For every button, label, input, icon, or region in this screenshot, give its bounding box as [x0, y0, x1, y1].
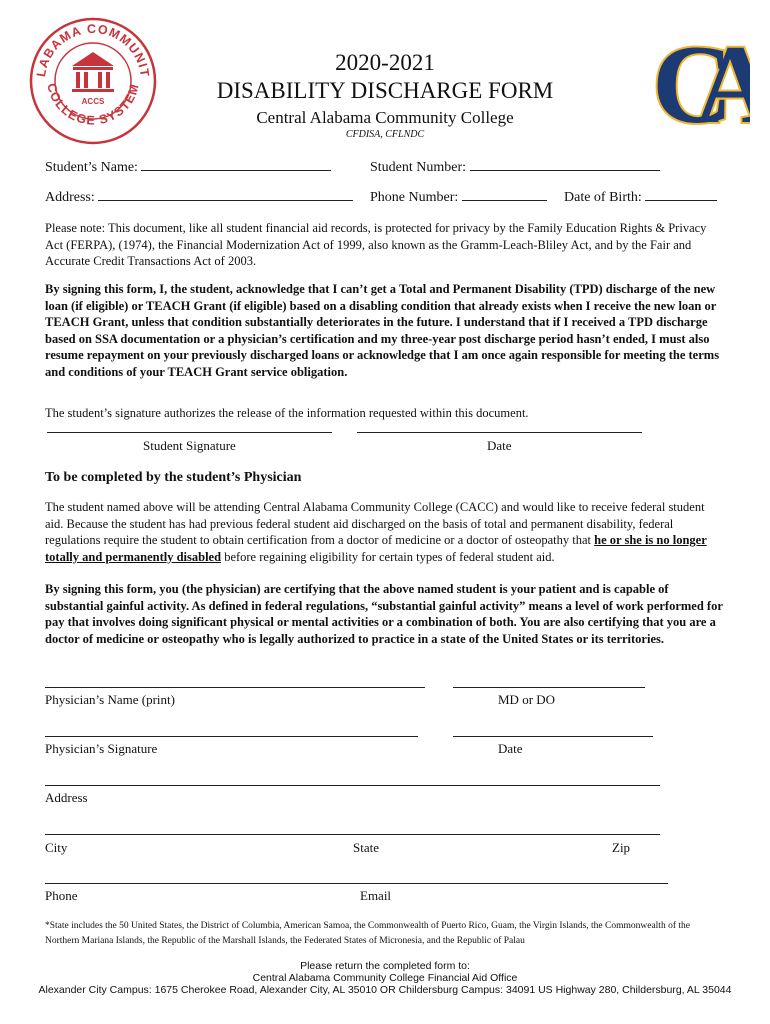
physician-name-label: Physician’s Name (print) [45, 692, 175, 707]
md-do-label: MD or DO [498, 692, 556, 707]
form-codes: CFDISA, CFLNDC [345, 129, 425, 140]
student-name-field[interactable] [45, 157, 331, 176]
student-date-line[interactable] [357, 432, 642, 433]
state-footnote: *State includes the 50 United States, the District of Columbia, American Samoa, the Commonwealth of Puerto Rico, Guam, the Virgin Islands, the Commonwealth of the Northern Mariana Islands, the Republic of the Marshall Islands, the Federated States of Micronesia, and the Republic of Palau [45, 921, 690, 946]
dob-label: Date of Birth: [564, 190, 642, 205]
physician-paragraph-part2: before regaining eligibility for certain types of federal student aid. [221, 549, 555, 564]
footer-office-line: Central Alabama Community College Financial Aid Office [252, 972, 518, 984]
physician-paragraph-part1: The student named above will be attending Central Alabama Community College (CACC) and would like to receive federal student aid. Because the student has had previous federal student aid discharged on the basis of total and permanent disability, federal regulations require the student to obtain certification from a doctor of medicine or a doctor of osteopathy that [45, 500, 705, 548]
zip-label: Zip [612, 840, 631, 855]
physician-heading: To be completed by the student’s Physician [45, 470, 302, 485]
physician-signature-label: Physician’s Signature [45, 741, 158, 756]
physician-address-label: Address [45, 790, 88, 805]
privacy-note: Please note: This document, like all student financial aid records, is protected for privacy by the Family Education Rights & Privacy Act (FERPA), (1974), the Financial Modernization Act of 1999, also known as the Gramm-Leach-Bliley Act, and by the Fair and Accurate Credit Transactions Act of 2003. [45, 221, 707, 269]
form-title: DISABILITY DISCHARGE FORM [216, 78, 554, 103]
phone-number-blank[interactable] [462, 187, 547, 201]
physician-certification: By signing this form, you (the physician) are certifying that the above named student is your patient and is capable of substantial gainful activity. As defined in federal regulations, “substantial gainful activity” means a level of work performed for pay that involves doing significant physical or mental activities or a combination of both. You are also certifying that you are a doctor of medicine or osteopathy who is legally authorized to practice in a state of the United States or its territories. [45, 582, 723, 646]
dob-field[interactable] [564, 187, 717, 206]
physician-paragraph-emphasis: he or she is no longer totally and permanently disabled [45, 533, 707, 564]
phone-email-line[interactable] [45, 883, 668, 884]
release-text: The student’s signature authorizes the release of the information requested within this document. [45, 406, 529, 420]
student-signature-label: Student Signature [143, 438, 236, 453]
college-name: Central Alabama Community College [256, 108, 514, 127]
physician-date-label: Date [498, 741, 523, 756]
physician-email-label: Email [360, 888, 392, 903]
physician-paragraph [45, 499, 725, 565]
physician-signature-line[interactable] [45, 736, 418, 737]
md-do-line[interactable] [453, 687, 645, 688]
phone-number-label: Phone Number: [370, 190, 459, 205]
student-name-label: Student’s Name: [45, 160, 138, 175]
physician-date-line[interactable] [453, 736, 653, 737]
state-label: State [353, 840, 379, 855]
student-acknowledgement: By signing this form, I, the student, acknowledge that I can’t get a Total and Permanent Disability (TPD) discharge of the new loan (if eligible) or TEACH Grant (if eligible) based on a disabling condition that already exists when I receive the new loan or TEACH Grant, unless that condition substantially deteriorates in the future. I understand that if I received a TPD discharge based on SSA documentation or a physician’s certification and my three-year post discharge period hasn’t ended, I must also resume repayment on your previously discharged loans or acknowledge that I am once again responsible for meeting the terms and conditions of your TEACH Grant service obligation. [45, 282, 720, 379]
phone-number-field[interactable] [370, 187, 547, 206]
seal-center-text: ACCS [81, 97, 105, 106]
city-state-zip-line[interactable] [45, 834, 660, 835]
physician-name-line[interactable] [45, 687, 425, 688]
student-name-blank[interactable] [141, 157, 331, 171]
seal-ring-top-text: LABAMA COMMUNIT [34, 21, 152, 79]
student-number-field[interactable] [370, 157, 660, 176]
student-signature-line[interactable] [47, 432, 332, 433]
physician-phone-label: Phone [45, 888, 78, 903]
footer-address-line: Alexander City Campus: 1675 Cherokee Road, Alexander City, AL 35010 OR Childersburg Campus: 34091 US Highway 280, Childersburg, AL 35044 [38, 984, 732, 996]
dob-blank[interactable] [645, 187, 717, 201]
city-label: City [45, 840, 68, 855]
student-number-label: Student Number: [370, 160, 467, 175]
student-date-label: Date [487, 438, 512, 453]
monogram-letters: CA [652, 23, 738, 138]
address-field[interactable] [45, 187, 353, 206]
student-number-blank[interactable] [470, 157, 660, 171]
seal-ring-bottom-text: COLLEGE SYSTEM [44, 81, 142, 128]
physician-address-line[interactable] [45, 785, 660, 786]
form-year: 2020-2021 [335, 50, 435, 75]
address-blank[interactable] [98, 187, 353, 201]
address-label: Address: [45, 190, 95, 205]
footer-return-line: Please return the completed form to: [300, 960, 470, 972]
